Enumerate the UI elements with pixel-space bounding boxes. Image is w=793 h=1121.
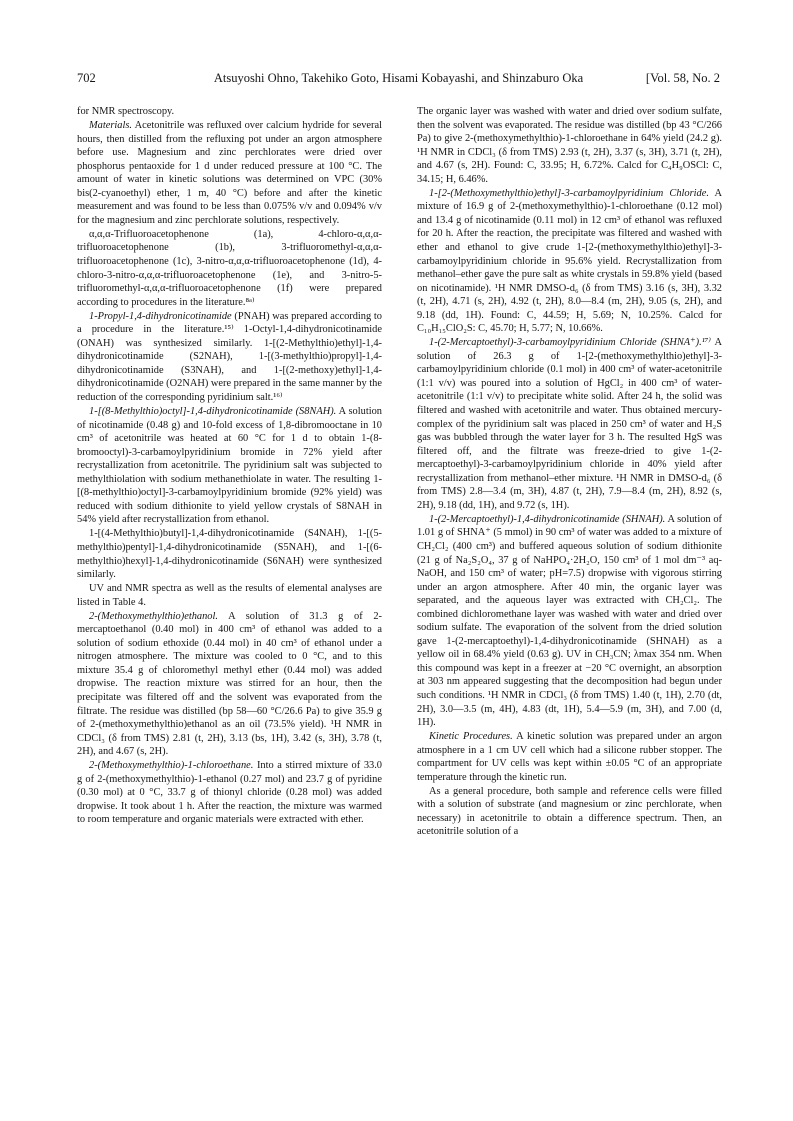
paragraph-lead: 1-Propyl-1,4-dihydronicotinamide xyxy=(89,310,232,322)
paragraph-lead: Materials. xyxy=(89,120,133,132)
paragraph-text: Acetonitrile was refluxed over calcium hydride for several hours, then distilled from the refluxing pot under an argon atmosphere before use. Magnesium and zinc perchlorates were dried over phosphorus pentaoxide for 1 d under reduced pressure at 100 °C. The amount of water in kinetic solutions was determined on VPC (30% bis(2-cyanoethyl) ether, 1 m, 40 °C) before and after the kinetic measurement and was found to be less than 0.075% v/v and 0.094% v/v for the magnesium and zinc perchlorate solutions, respectively. xyxy=(77,120,382,226)
paragraph-lead: 1-(2-Mercaptoethyl)-3-carbamoylpyridinium Chloride (SHNA⁺).¹⁷⁾ xyxy=(429,337,711,349)
page-number: 702 xyxy=(77,71,96,85)
running-authors: Atsuyoshi Ohno, Takehiko Goto, Hisami Kobayashi, and Shinzaburo Oka xyxy=(213,71,584,85)
volume-issue: [Vol. 58, No. 2 xyxy=(645,71,720,85)
paragraph-text: A solution of 26.3 g of 1-[2-(methoxymethylthio)ethyl]-3-carbamoylpyridinium chloride (0.1 mol) in 400 cm³ of water-acetonitrile (1:1 v/v) was poured into a solution of HgCl₂ in 400 cm³ of water-acetonitrile (1:1 v/v) to precipitate white solid. After 24 h, the solid was filtered and washed with acetonitrile and water. Thus obtained mercury-complex of the pyridinium salt was placed in 250 cm³ of water and H₂S gas was bubbled through the water layer for 3 h. The resulted HgS was filtered off, and the filtrate was freeze-dried to give 1-(2-mercaptoethyl)-3-carbamoylpyridinium chloride in 40% yield after recrystallization from methanol–ether mixture. ¹H NMR in DMSO-d₆ (δ from TMS) 2.8—3.4 (m, 3H), 4.87 (t, 2H), 7.9—8.4 (m, 2H), 8.92 (s, 2H), 9.18 (dd, 1H), and 9.72 (s, 1H). xyxy=(417,337,722,511)
left-column xyxy=(77,105,382,827)
running-header xyxy=(77,70,720,86)
paragraph xyxy=(417,105,722,186)
paragraph-text: 1-[(4-Methylthio)butyl]-1,4-dihydronicotinamide (S4NAH), 1-[(5-methylthio)pentyl]-1,4-dihydronicotinamide (S5NAH), and 1-[(6-methylthio)hexyl]-1,4-dihydronicotinamide (S6NAH) were synthesized similarly. xyxy=(77,528,382,581)
paragraph-text: The organic layer was washed with water and dried over sodium sulfate, then the solvent was evaporated. The residue was distilled (bp 43 °C/266 Pa) to give 2-(methoxymethylthio)-1-chloroethane in 64% yield (24.2 g). ¹H NMR in CDCl₃ (δ from TMS) 2.93 (t, 2H), 3.37 (s, 3H), 3.71 (t, 2H), and 4.67 (s, 2H). Found: C, 33.95; H, 6.72%. Calcd for C₄H₉OSCl: C, 34.15; H, 6.46%. xyxy=(417,106,722,185)
paragraph-lead: 1-(2-Mercaptoethyl)-1,4-dihydronicotinamide (SHNAH). xyxy=(429,513,666,525)
paragraph-lead: 1-[2-(Methoxymethylthio)ethyl]-3-carbamoylpyridinium Chloride. xyxy=(429,187,709,199)
paragraph xyxy=(77,759,382,827)
paragraph xyxy=(77,228,382,309)
paragraph-text: A solution of 31.3 g of 2-mercaptoethanol (0.40 mol) in 400 cm³ of ethanol was added to a solution of sodium ethoxide (0.44 mol) in 40 cm³ of ethanol under a nitrogen atmosphere. The mixture was cooled to 0 °C, and to this mixture 35.4 g of chloromethyl methyl ether (0.44 mol) was added dropwise. The reaction mixture was stirred for an hour, then the precipitate was filtered off and the solvent was evaporated from the filtrate. The residue was distilled (bp 58—60 °C/26.6 Pa) to give 35.9 g of 2-(methoxymethylthio)ethanol as an oil (73.5% yield). ¹H NMR in CDCl₃ (δ from TMS) 2.81 (t, 2H), 3.13 (bs, 1H), 3.42 (s, 3H), 3.78 (t, 2H), and 4.67 (s, 2H). xyxy=(77,610,382,758)
paragraph xyxy=(417,336,722,512)
paragraph xyxy=(77,310,382,405)
right-column xyxy=(417,105,722,840)
paragraph xyxy=(77,582,382,609)
paragraph xyxy=(77,527,382,581)
paragraph-text: for NMR spectroscopy. xyxy=(77,106,175,117)
paragraph-lead: Kinetic Procedures. xyxy=(429,731,513,743)
paragraph-text: A mixture of 16.9 g of 2-(methoxymethylthio)-1-chloroethane (0.12 mol) and 13.4 g of nicotinamide (0.11 mol) in 12 cm³ of ethanol was refluxed for 20 h. After the reaction, the precipitate was filtered and washed with ether and ethanol to give crude 1-[2-(methoxymethylthio)ethyl]-3-carbamoylpyridinium chloride in 95.6% yield. Recrystallization from methanol–ether gave the pure salt as white crystals in 59.8% yield (based on nicotinamide). ¹H NMR DMSO-d₆ (δ from TMS) 3.16 (s, 3H), 3.32 (t, 2H), 4.71 (s, 2H), 4.92 (t, 2H), 8.0—8.4 (m, 2H), 9.05 (s, 2H), and 9.18 (dd, 1H). Found: C, 44.59; H, 5.69; N, 10.25%. Calcd for C₁₀H₁₅ClO₂S: C, 45.70; H, 5.77; N, 10.66%. xyxy=(417,187,722,335)
paragraph xyxy=(77,105,382,119)
paragraph-lead: 2-(Methoxymethylthio)-1-chloroethane. xyxy=(89,760,254,772)
paragraph-text: (PNAH) was prepared according to a procedure in the literature.¹⁵⁾ 1-Octyl-1,4-dihydronicotinamide (ONAH) was synthesized similarly. 1-[(2-Methylthio)ethyl]-1,4-dihydronicotinamide (S2NAH), 1-[(3-methylthio)propyl]-1,4-dihydronicotinamide (S3NAH), and 1-[(2-methoxy)ethyl]-1,4-dihydronicotinamide (O2NAH) were prepared in the same manner by the reduction of the corresponding pyridinium salt.¹⁶⁾ xyxy=(77,310,382,403)
paragraph-lead: 1-[(8-Methylthio)octyl]-1,4-dihydronicotinamide (S8NAH). xyxy=(89,406,337,418)
paragraph xyxy=(417,730,722,784)
paragraph-text: As a general procedure, both sample and reference cells were filled with a solution of substrate (and magnesium or zinc perchlorate, when necessary) in acetonitrile to obtain a difference spectrum. Then, an acetonitrile solution of a xyxy=(417,785,722,838)
paragraph xyxy=(77,405,382,527)
paragraph xyxy=(77,119,382,227)
paragraph xyxy=(417,513,722,730)
paragraph-text: Into a stirred mixture of 33.0 g of 2-(methoxymethylthio)-1-ethanol (0.27 mol) and 23.7 g of pyridine (0.30 mol) at 0 °C, 33.7 g of thionyl chloride (0.28 mol) was added dropwise. It took about 1 h. After the reaction, the mixture was warmed to room temperature and organic materials were extracted with ether. xyxy=(77,760,382,826)
paragraph xyxy=(77,610,382,759)
paragraph-text: A solution of nicotinamide (0.48 g) and 10-fold excess of 1,8-dibromooctane in 10 cm³ of acetonitrile was heated at 60 °C for 1 d to obtain 1-(8-bromooctyl)-3-carbamoylpyridinium bromide in 72% yield after recrystallization from acetonitrile. The pyridinium salt was subjected to methylthiolation with sodium methanethiolate in water. The resulting 1-[(8-methylthio)octyl]-3-carbamoylpyridinium bromide (92% yield) was reduced with sodium dithionite to yield yellow crystals of S8NAH in 54% yield after recrystallization from ethanol. xyxy=(77,406,382,526)
paragraph-text: A kinetic solution was prepared under an argon atmosphere in a 1 cm UV cell which had a silicone rubber stopper. The compartment for UV cells was kept within ±0.05 °C of an appropriate temperature through the kinetic run. xyxy=(417,731,722,783)
paragraph-text: α,α,α-Trifluoroacetophenone (1a), 4-chloro-α,α,α-trifluoroacetophenone (1b), 3-trifluoromethyl-α,α,α-trifluoroacetophenone (1c), 3-nitro-α,α,α-trifluoroacetophenone (1d), 4-chloro-3-nitro-α,α,α-trifluoroacetophenone (1e), and 3-nitro-5-trifluoromethyl-α,α,α-trifluoroacetophenone (1f) were prepared according to procedures in the literature.⁸ᵃ⁾ xyxy=(77,228,382,308)
paragraph xyxy=(417,785,722,839)
paragraph-text: UV and NMR spectra as well as the results of elemental analyses are listed in Table 4. xyxy=(77,583,382,608)
paragraph-lead: 2-(Methoxymethylthio)ethanol. xyxy=(89,610,218,622)
paragraph-text: A solution of 1.01 g of SHNA⁺ (5 mmol) in 90 cm³ of water was added to a mixture of CH₂Cl₂ (400 cm³) and buffered aqueous solution of sodium dithionite (21 g of Na₂S₂O₄, 37 g of NaHPO₄·2H₂O, 150 cm³ of 1 mol dm⁻³ aq-NaOH, and 150 cm³ of water; pH=7.5) dropwise with vigorous stirring under an argon atmosphere. After 40 min, the organic layer was separated, and the aqueous layer was extracted with CH₂Cl₂. The combined dichloromethane layer was washed with water and dried over sodium sulfate. The evaporation of the solvent from the dried solution gave 1-(2-mercaptoethyl)-1,4-dihydronicotinamide (SHNAH) as a yellow oil in 68.4% yield (0.63 g). UV in CH₃CN; λmax 354 nm. When this compound was kept in a freezer at −20 °C overnight, an absorption at 303 nm appeared suggesting that the decomposition had begun under such conditions. ¹H NMR in CDCl₃ (δ from TMS) 1.40 (t, 1H), 2.70 (dt, 2H), 3.0—3.5 (m, 4H), 4.83 (dt, 1H), 5.4—5.9 (m, 3H), and 7.00 (d, 1H). xyxy=(417,513,722,729)
paragraph xyxy=(417,187,722,336)
